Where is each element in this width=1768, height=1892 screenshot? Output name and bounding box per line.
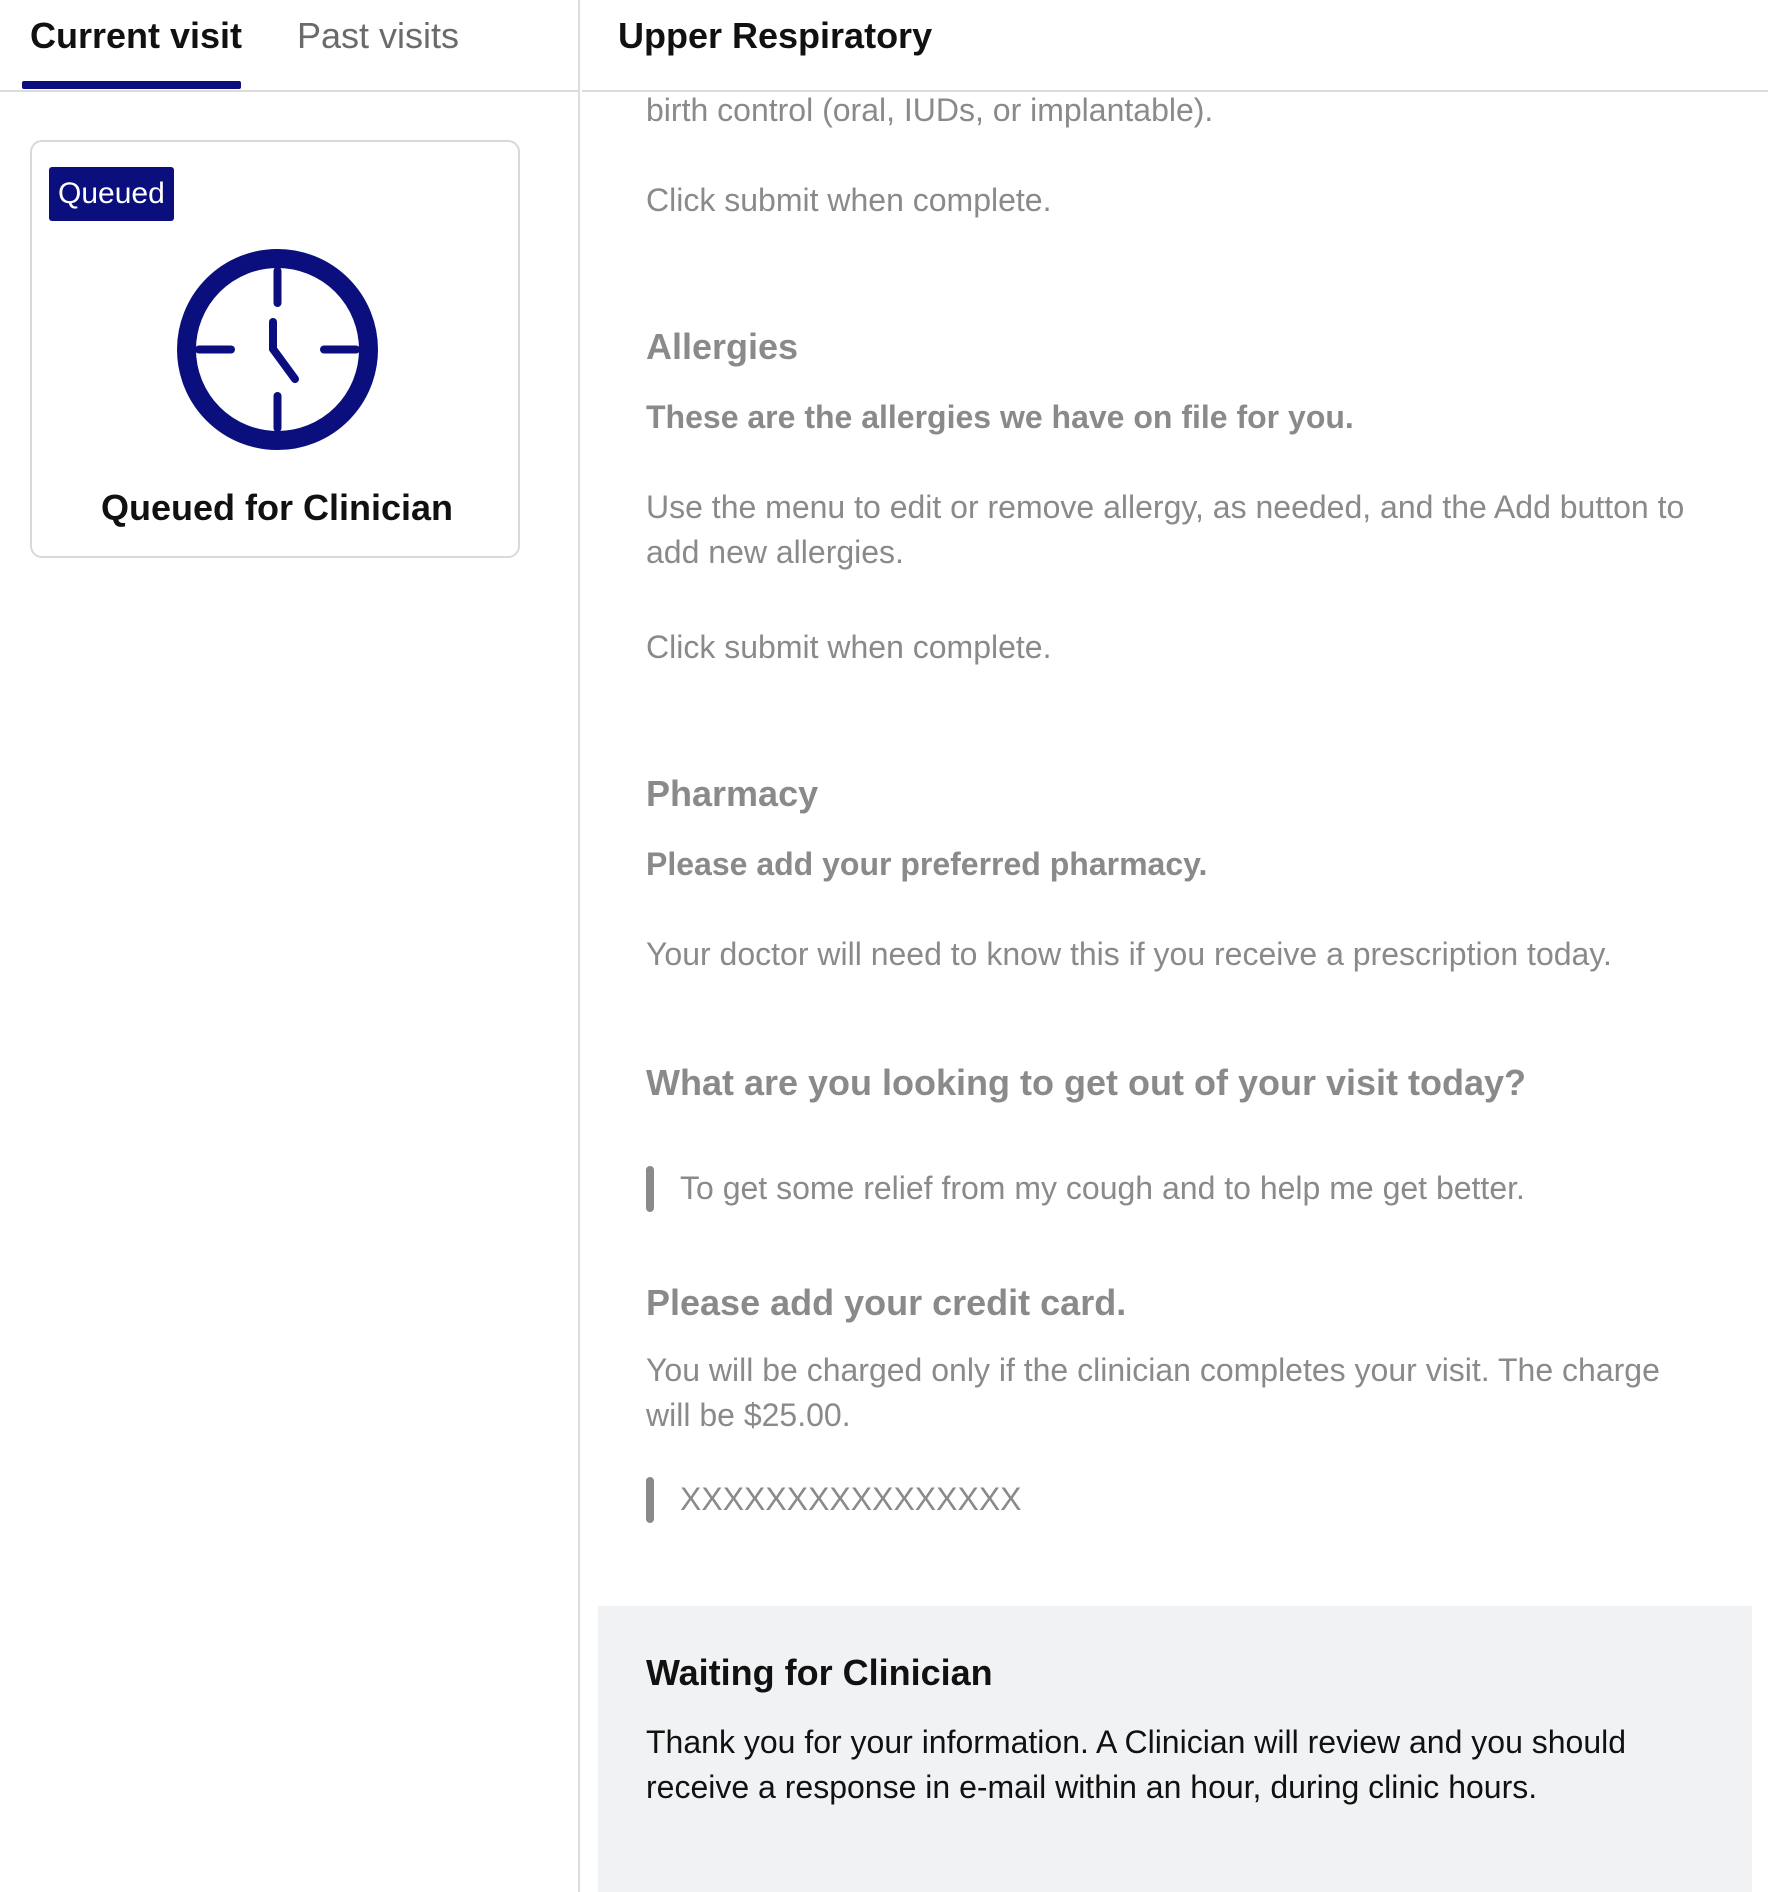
pharmacy-body: Your doctor will need to know this if you receive a prescription today. — [646, 936, 1612, 972]
pharmacy-heading: Pharmacy — [646, 773, 819, 814]
tab-current-visit[interactable]: Current visit — [30, 15, 243, 56]
credit-card-heading: Please add your credit card. — [646, 1282, 1127, 1323]
allergies-submit-note: Click submit when complete. — [646, 629, 1052, 665]
right-panel — [582, 0, 1768, 1892]
waiting-title: Waiting for Clinician — [646, 1652, 993, 1693]
tab-past-visits[interactable]: Past visits — [297, 15, 460, 56]
allergies-heading: Allergies — [646, 326, 799, 367]
status-title: Queued for Clinician — [100, 487, 454, 528]
birth-control-text: birth control (oral, IUDs, or implantable). — [646, 92, 1214, 128]
visit-header — [582, 0, 1768, 92]
clock-icon — [175, 247, 380, 452]
left-panel — [0, 0, 580, 1892]
visit-goal-answer: To get some relief from my cough and to help me get better. — [646, 1166, 1706, 1211]
credit-card-body: You will be charged only if the clinician completes your visit. The charge will be $25.00. — [646, 1352, 1660, 1433]
waiting-body: Thank you for your information. A Clinician will review and you should receive a response in e-mail within an hour, during clinic hours. — [646, 1724, 1627, 1805]
credit-card-number: XXXXXXXXXXXXXXXX — [646, 1477, 1706, 1522]
pharmacy-subheading: Please add your preferred pharmacy. — [646, 846, 1208, 882]
visit-tabs — [0, 0, 580, 92]
waiting-panel — [598, 1606, 1752, 1892]
submit-note-1: Click submit when complete. — [646, 182, 1052, 218]
visit-details-scroll-area[interactable] — [582, 92, 1768, 1892]
allergies-body: Use the menu to edit or remove allergy, as needed, and the Add button to add new allergies. — [646, 489, 1685, 570]
page-title: Upper Respiratory — [618, 15, 933, 56]
visit-goal-question: What are you looking to get out of your visit today? — [646, 1062, 1527, 1103]
visit-status-card[interactable] — [30, 140, 520, 558]
active-tab-indicator — [22, 81, 241, 89]
allergies-subheading: These are the allergies we have on file for you. — [646, 399, 1354, 435]
status-badge: Queued — [49, 167, 174, 221]
